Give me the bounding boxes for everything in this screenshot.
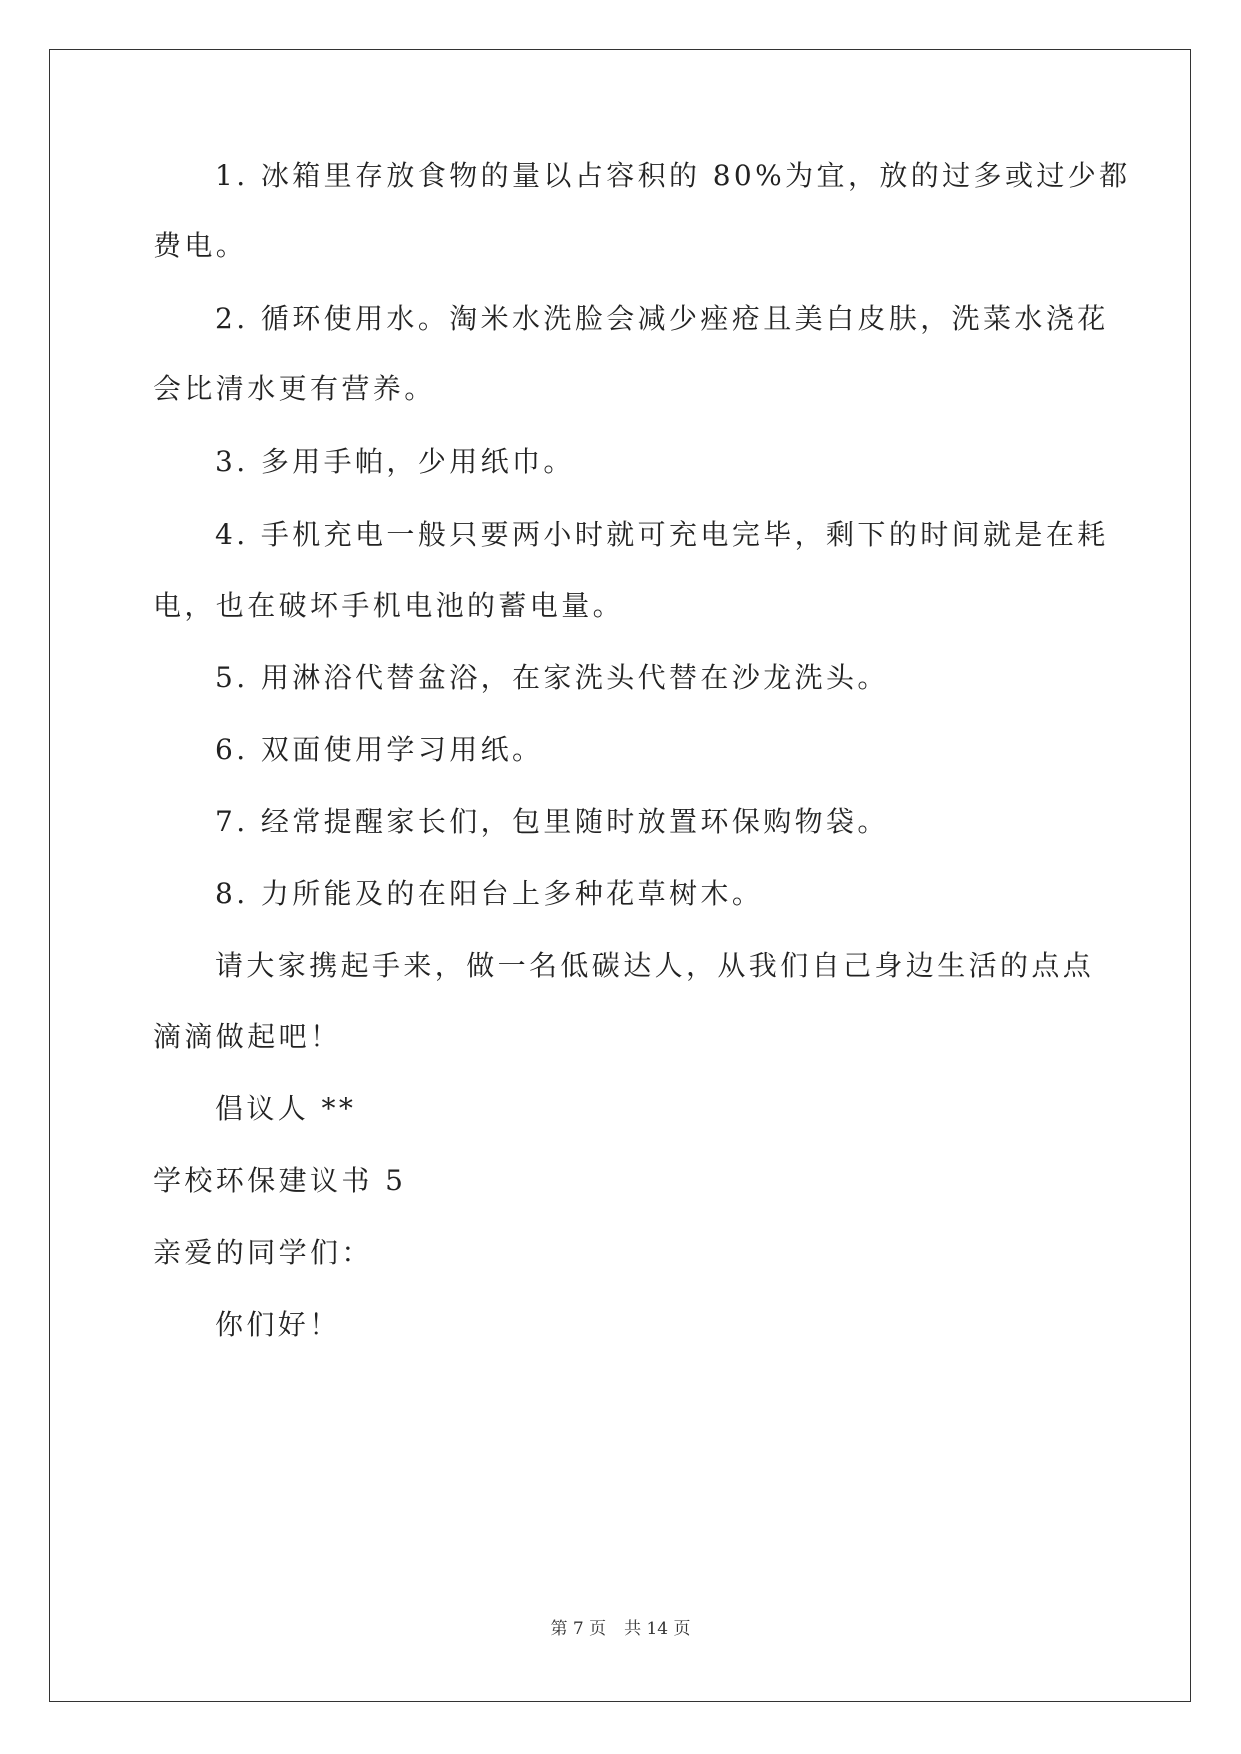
hello: 你们好！ <box>215 1308 341 1341</box>
item-6: 6. 双面使用学习用纸。 <box>215 733 544 766</box>
closing-line-2: 滴滴做起吧！ <box>153 1020 342 1053</box>
item-4-line-2: 电，也在破坏手机电池的蓄电量。 <box>153 589 625 622</box>
signature: 倡议人 ** <box>215 1092 357 1125</box>
greeting: 亲爱的同学们： <box>153 1236 373 1269</box>
item-4-line-1: 4. 手机充电一般只要两小时就可充电完毕，剩下的时间就是在耗 <box>215 518 1109 551</box>
item-2-line-1: 2. 循环使用水。淘米水洗脸会减少痤疮且美白皮肤，洗菜水浇花 <box>215 302 1109 335</box>
item-7: 7. 经常提醒家长们，包里随时放置环保购物袋。 <box>215 805 889 838</box>
item-1-line-2: 费电。 <box>153 229 248 262</box>
page-number: 第 7 页 <box>550 1619 607 1639</box>
item-3: 3. 多用手帕，少用纸巾。 <box>215 445 575 478</box>
page-total: 共 14 页 <box>624 1619 691 1639</box>
item-5: 5. 用淋浴代替盆浴，在家洗头代替在沙龙洗头。 <box>215 661 889 694</box>
item-8: 8. 力所能及的在阳台上多种花草树木。 <box>215 877 764 910</box>
item-2-line-2: 会比清水更有营养。 <box>153 372 436 405</box>
closing-line-1: 请大家携起手来，做一名低碳达人，从我们自己身边生活的点点 <box>215 949 1095 982</box>
item-1-line-1: 1. 冰箱里存放食物的量以占容积的 80%为宜，放的过多或过少都 <box>215 159 1131 192</box>
next-title: 学校环保建议书 5 <box>153 1164 407 1197</box>
page-footer <box>0 1617 1241 1641</box>
